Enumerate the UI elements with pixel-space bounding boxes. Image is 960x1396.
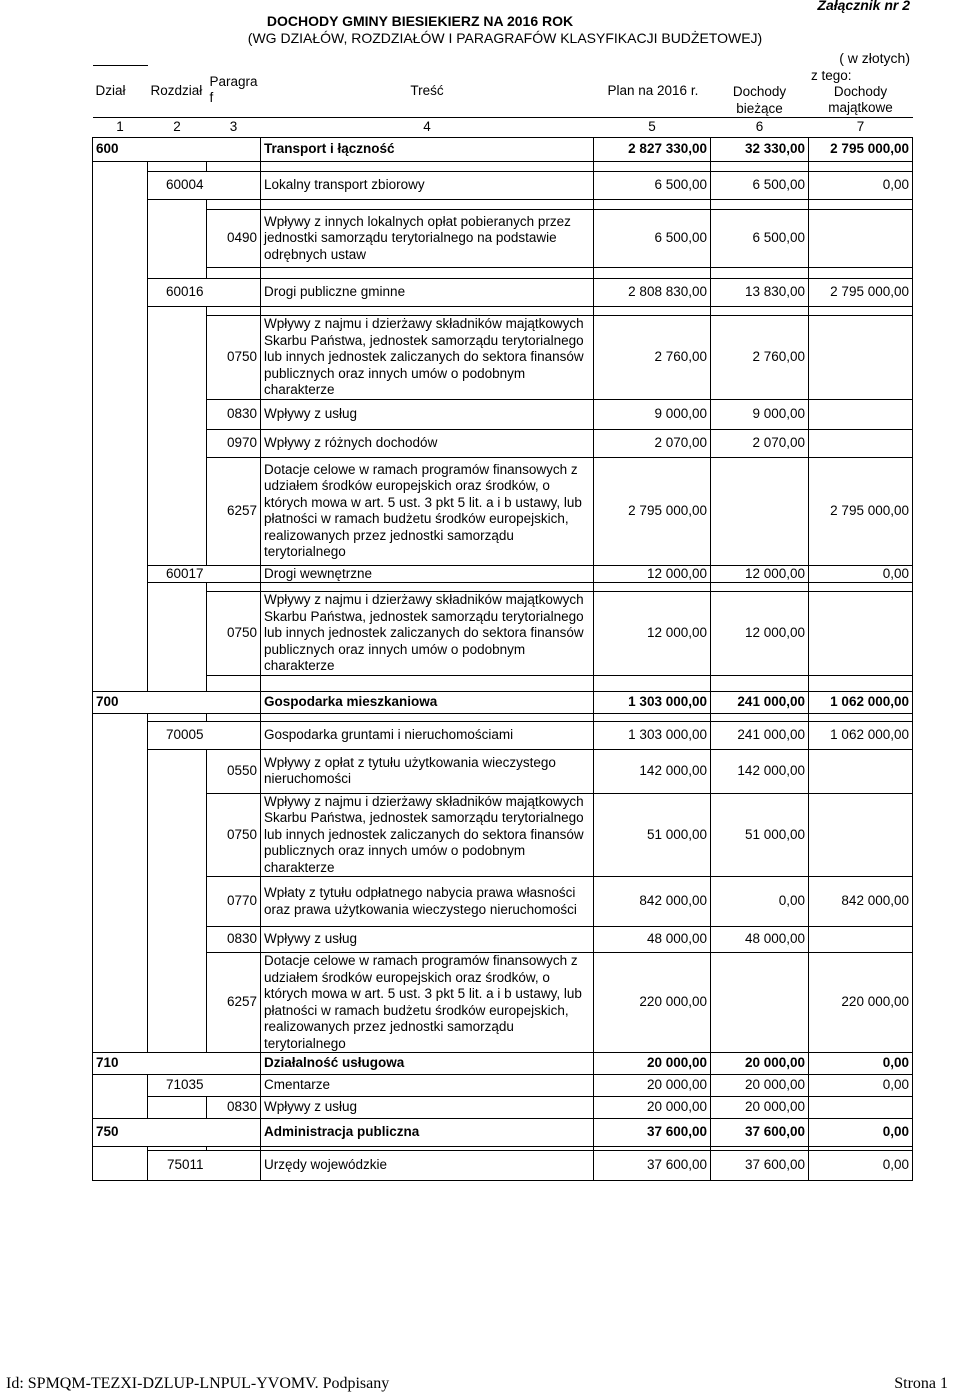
par-row <box>93 953 913 1053</box>
spacer-cell <box>711 162 809 172</box>
paragraf-cell: 0830 <box>207 927 261 953</box>
spacer-cell <box>594 200 711 210</box>
biezace-cell: 0,00 <box>711 877 809 927</box>
rozdzial-row <box>93 565 913 583</box>
spacer-row <box>93 200 913 210</box>
document-id: Id: SPMQM-TEZXI-DZLUP-LNPUL-YVOMV. Podpisany <box>6 1375 390 1392</box>
majatkowe-cell: 0,00 <box>809 1151 913 1181</box>
tresc-cell: Wpływy z usług <box>261 927 594 953</box>
rozdzial-cell <box>148 793 207 877</box>
dzial-row <box>93 691 913 713</box>
majatkowe-cell: 1 062 000,00 <box>809 721 913 749</box>
paragraf-cell <box>207 691 261 713</box>
spacer-cell <box>148 200 207 210</box>
spacer-cell <box>809 583 913 592</box>
dzial-cell <box>93 565 148 583</box>
majatkowe-cell <box>809 429 913 457</box>
dzial-cell: 600 <box>93 138 148 162</box>
biezace-cell: 12 000,00 <box>711 592 809 676</box>
spacer-row <box>93 675 913 691</box>
rozdzial-row <box>93 721 913 749</box>
biezace-cell: 48 000,00 <box>711 927 809 953</box>
paragraf-cell <box>207 138 261 162</box>
annex-label: Załącznik nr 2 <box>817 0 910 13</box>
dzial-cell <box>93 172 148 200</box>
spacer-row <box>93 307 913 316</box>
spacer-row <box>93 713 913 721</box>
rozdzial-row <box>93 1075 913 1097</box>
tresc-cell: Dotacje celowe w ramach programów finansowych z udziałem środków europejskich oraz środków, o których mowa w art. 5 ust. 3 pkt 5 lit. a i b ustawy, lub płatności w ramach budżetu środków europejskich, realizowanych przez jednostki samorządu terytorialnego <box>261 457 594 565</box>
paragraf-cell <box>207 1151 261 1181</box>
tresc-cell: Dotacje celowe w ramach programów finansowych z udziałem środków europejskich oraz środków, o których mowa w art. 5 ust. 3 pkt 5 lit. a i b ustawy, lub płatności w ramach budżetu środków europejskich, realizowanych przez jednostki samorządu terytorialnego <box>261 953 594 1053</box>
rozdzial-cell <box>148 1053 207 1075</box>
spacer-cell <box>261 307 594 316</box>
biezace-cell: 20 000,00 <box>711 1075 809 1097</box>
plan-cell: 2 808 830,00 <box>594 279 711 307</box>
paragraf-cell: 0770 <box>207 877 261 927</box>
page-number: Strona 1 <box>894 1375 948 1392</box>
tresc-cell: Drogi publiczne gminne <box>261 279 594 307</box>
majatkowe-cell: 0,00 <box>809 1075 913 1097</box>
dzial-row <box>93 1053 913 1075</box>
plan-cell: 6 500,00 <box>594 172 711 200</box>
spacer-cell <box>207 583 261 592</box>
dzial-cell <box>93 877 148 927</box>
rozdzial-cell <box>148 1119 207 1147</box>
plan-cell: 20 000,00 <box>594 1075 711 1097</box>
par-row <box>93 877 913 927</box>
tresc-cell: Wpływy z najmu i dzierżawy składników majątkowych Skarbu Państwa, jednostek samorządu terytorialnego lub innych jednostek zaliczanych do sektora finansów publicznych oraz innych umów o podobnym charakterze <box>261 793 594 877</box>
plan-cell: 37 600,00 <box>594 1119 711 1147</box>
biezace-cell: 20 000,00 <box>711 1097 809 1119</box>
tresc-cell: Wpływy z najmu i dzierżawy składników majątkowych Skarbu Państwa, jednostek samorządu terytorialnego lub innych jednostek zaliczanych do sektora finansów publicznych oraz innych umów o podobnym charakterze <box>261 316 594 400</box>
spacer-cell <box>207 162 261 172</box>
spacer-row <box>93 268 913 279</box>
majatkowe-cell: 0,00 <box>809 1119 913 1147</box>
spacer-cell <box>93 307 148 316</box>
dzial-cell <box>93 1151 148 1181</box>
dzial-cell <box>93 793 148 877</box>
paragraf-cell: 0750 <box>207 316 261 400</box>
majatkowe-cell <box>809 210 913 268</box>
dzial-cell: 700 <box>93 691 148 713</box>
majatkowe-cell <box>809 316 913 400</box>
dzial-cell <box>93 210 148 268</box>
header-row <box>93 66 913 118</box>
paragraf-cell: 0830 <box>207 399 261 429</box>
spacer-cell <box>711 583 809 592</box>
majatkowe-label: Dochody majątkowe <box>828 83 893 115</box>
plan-cell: 12 000,00 <box>594 565 711 583</box>
majatkowe-cell: 842 000,00 <box>809 877 913 927</box>
tresc-cell: Drogi wewnętrzne <box>261 565 594 583</box>
tresc-cell: Gospodarka gruntami i nieruchomościami <box>261 721 594 749</box>
paragraf-cell <box>207 279 261 307</box>
tresc-cell: Transport i łączność <box>261 138 594 162</box>
tresc-cell: Wpłaty z tytułu odpłatnego nabycia prawa własności oraz prawa użytkowania wieczystego nieruchomości <box>261 877 594 927</box>
plan-cell: 20 000,00 <box>594 1053 711 1075</box>
column-number-row <box>93 118 913 138</box>
spacer-cell <box>711 200 809 210</box>
majatkowe-cell <box>809 793 913 877</box>
spacer-cell <box>148 583 207 592</box>
spacer-cell <box>594 162 711 172</box>
spacer-cell <box>207 307 261 316</box>
unit-label: ( w złotych) <box>839 50 910 66</box>
par-row <box>93 749 913 793</box>
par-row <box>93 210 913 268</box>
paragraf-cell <box>207 721 261 749</box>
biezace-cell: 2 070,00 <box>711 429 809 457</box>
biezace-cell: 2 760,00 <box>711 316 809 400</box>
spacer-cell <box>261 200 594 210</box>
paragraf-cell <box>207 565 261 583</box>
rozdzial-cell: 60017 <box>148 565 207 583</box>
plan-cell: 6 500,00 <box>594 210 711 268</box>
plan-cell: 142 000,00 <box>594 749 711 793</box>
paragraf-cell: 0550 <box>207 749 261 793</box>
spacer-cell <box>93 675 148 691</box>
dzial-cell: 750 <box>93 1119 148 1147</box>
col-paragraf-header: Paragra f <box>209 73 258 105</box>
spacer-cell <box>261 162 594 172</box>
spacer-cell <box>261 713 594 721</box>
col-num-4: 4 <box>261 118 594 138</box>
majatkowe-cell: 1 062 000,00 <box>809 691 913 713</box>
plan-cell: 20 000,00 <box>594 1097 711 1119</box>
dzial-cell <box>93 953 148 1053</box>
dzial-cell <box>93 592 148 676</box>
spacer-cell <box>93 583 148 592</box>
majatkowe-cell: 0,00 <box>809 172 913 200</box>
rozdzial-cell <box>148 316 207 400</box>
paragraf-cell <box>207 1119 261 1147</box>
tresc-cell: Gospodarka mieszkaniowa <box>261 691 594 713</box>
paragraf-cell: 0750 <box>207 592 261 676</box>
plan-cell: 51 000,00 <box>594 793 711 877</box>
tresc-cell: Działalność usługowa <box>261 1053 594 1075</box>
spacer-cell <box>207 713 261 721</box>
tresc-cell: Administracja publiczna <box>261 1119 594 1147</box>
paragraf-cell: 0970 <box>207 429 261 457</box>
paragraf-cell: 0490 <box>207 210 261 268</box>
spacer-cell <box>711 307 809 316</box>
majatkowe-cell: 0,00 <box>809 1053 913 1075</box>
biezace-cell: 51 000,00 <box>711 793 809 877</box>
spacer-cell <box>711 713 809 721</box>
tresc-cell: Wpływy z usług <box>261 1097 594 1119</box>
biezace-cell: 6 500,00 <box>711 210 809 268</box>
col-num-6: 6 <box>711 118 809 138</box>
spacer-cell <box>594 307 711 316</box>
rozdzial-cell <box>148 953 207 1053</box>
majatkowe-cell: 0,00 <box>809 565 913 583</box>
col-rozdzial-header: Rozdział <box>150 82 203 98</box>
rozdzial-cell <box>148 1097 207 1119</box>
majatkowe-cell: 2 795 000,00 <box>809 279 913 307</box>
dzial-cell <box>93 457 148 565</box>
par-row <box>93 429 913 457</box>
col-num-2: 2 <box>148 118 207 138</box>
dzial-cell <box>93 927 148 953</box>
tresc-cell: Wpływy z opłat z tytułu użytkowania wieczystego nieruchomości <box>261 749 594 793</box>
biezace-cell: 241 000,00 <box>711 691 809 713</box>
rozdzial-cell <box>148 927 207 953</box>
spacer-cell <box>594 583 711 592</box>
tresc-cell: Wpływy z różnych dochodów <box>261 429 594 457</box>
majatkowe-cell: 2 795 000,00 <box>809 457 913 565</box>
rozdzial-cell: 75011 <box>148 1151 207 1181</box>
plan-cell: 2 070,00 <box>594 429 711 457</box>
spacer-cell <box>93 200 148 210</box>
spacer-cell <box>809 200 913 210</box>
majatkowe-cell <box>809 927 913 953</box>
rozdzial-cell: 60016 <box>148 279 207 307</box>
biezace-cell: 32 330,00 <box>711 138 809 162</box>
dzial-cell <box>93 279 148 307</box>
dzial-cell <box>93 316 148 400</box>
col-num-7: 7 <box>809 118 913 138</box>
rozdzial-row <box>93 172 913 200</box>
plan-cell: 2 795 000,00 <box>594 457 711 565</box>
paragraf-cell <box>207 1075 261 1097</box>
spacer-cell <box>594 268 711 279</box>
plan-cell: 1 303 000,00 <box>594 721 711 749</box>
par-row <box>93 457 913 565</box>
plan-cell: 2 760,00 <box>594 316 711 400</box>
rozdzial-cell: 70005 <box>148 721 207 749</box>
paragraf-cell: 6257 <box>207 457 261 565</box>
spacer-cell <box>711 675 809 691</box>
paragraf-cell <box>207 172 261 200</box>
majatkowe-cell <box>809 592 913 676</box>
paragraf-cell: 6257 <box>207 953 261 1053</box>
spacer-cell <box>93 268 148 279</box>
budget-table <box>92 65 913 1181</box>
majatkowe-cell: 220 000,00 <box>809 953 913 1053</box>
col-num-5: 5 <box>594 118 711 138</box>
spacer-cell <box>93 162 148 172</box>
spacer-cell <box>148 675 207 691</box>
spacer-cell <box>809 307 913 316</box>
par-row <box>93 399 913 429</box>
rozdzial-cell <box>148 429 207 457</box>
spacer-cell <box>261 675 594 691</box>
spacer-cell <box>594 675 711 691</box>
biezace-cell: 241 000,00 <box>711 721 809 749</box>
col-num-1: 1 <box>93 118 148 138</box>
biezace-cell: 6 500,00 <box>711 172 809 200</box>
biezace-cell: 20 000,00 <box>711 1053 809 1075</box>
spacer-cell <box>809 675 913 691</box>
dzial-cell <box>93 1075 148 1097</box>
rozdzial-cell <box>148 399 207 429</box>
dzial-row <box>93 1119 913 1147</box>
spacer-cell <box>207 200 261 210</box>
spacer-cell <box>148 162 207 172</box>
dzial-cell <box>93 721 148 749</box>
par-row <box>93 1097 913 1119</box>
tresc-cell: Wpływy z najmu i dzierżawy składników majątkowych Skarbu Państwa, jednostek samorządu terytorialnego lub innych jednostek zaliczanych do sektora finansów publicznych oraz innych umów o podobnym charakterze <box>261 592 594 676</box>
dzial-row <box>93 138 913 162</box>
spacer-cell <box>711 268 809 279</box>
rozdzial-cell <box>148 210 207 268</box>
tresc-cell: Urzędy wojewódzkie <box>261 1151 594 1181</box>
rozdzial-cell <box>148 877 207 927</box>
spacer-cell <box>809 268 913 279</box>
spacer-cell <box>809 713 913 721</box>
par-row <box>93 316 913 400</box>
spacer-cell <box>93 713 148 721</box>
par-row <box>93 592 913 676</box>
plan-cell: 37 600,00 <box>594 1151 711 1181</box>
biezace-cell: 9 000,00 <box>711 399 809 429</box>
spacer-cell <box>809 162 913 172</box>
spacer-row <box>93 583 913 592</box>
col-plan-header: Plan na 2016 r. <box>607 82 699 98</box>
col-num-3: 3 <box>207 118 261 138</box>
plan-cell: 220 000,00 <box>594 953 711 1053</box>
rozdzial-cell <box>148 749 207 793</box>
biezace-cell <box>711 953 809 1053</box>
rozdzial-cell <box>148 457 207 565</box>
plan-cell: 48 000,00 <box>594 927 711 953</box>
biezace-cell: 37 600,00 <box>711 1119 809 1147</box>
spacer-row <box>93 162 913 172</box>
spacer-cell <box>261 583 594 592</box>
plan-cell: 12 000,00 <box>594 592 711 676</box>
z-tego-label: z tego: <box>810 67 852 83</box>
spacer-cell <box>207 675 261 691</box>
rozdzial-cell <box>148 592 207 676</box>
par-row <box>93 793 913 877</box>
dzial-cell <box>93 1097 148 1119</box>
spacer-cell <box>148 713 207 721</box>
majatkowe-cell <box>809 749 913 793</box>
dzial-cell <box>93 429 148 457</box>
plan-cell: 842 000,00 <box>594 877 711 927</box>
majatkowe-cell: 2 795 000,00 <box>809 138 913 162</box>
majatkowe-cell <box>809 399 913 429</box>
biezace-cell <box>711 457 809 565</box>
col-tresc-header: Treść <box>410 82 444 98</box>
spacer-cell <box>207 268 261 279</box>
spacer-cell <box>148 307 207 316</box>
tresc-cell: Cmentarze <box>261 1075 594 1097</box>
paragraf-cell: 0830 <box>207 1097 261 1119</box>
majatkowe-cell <box>809 1097 913 1119</box>
spacer-cell <box>148 268 207 279</box>
rozdzial-row <box>93 279 913 307</box>
biezace-cell: 13 830,00 <box>711 279 809 307</box>
paragraf-cell: 0750 <box>207 793 261 877</box>
dzial-cell <box>93 749 148 793</box>
rozdzial-cell: 71035 <box>148 1075 207 1097</box>
biezace-cell: 12 000,00 <box>711 565 809 583</box>
tresc-cell: Lokalny transport zbiorowy <box>261 172 594 200</box>
biezace-cell: 142 000,00 <box>711 749 809 793</box>
biezace-label: Dochody bieżące <box>732 84 787 116</box>
document-title: DOCHODY GMINY BIESIEKIERZ NA 2016 ROK <box>266 13 574 29</box>
dzial-cell <box>93 399 148 429</box>
rozdzial-cell <box>148 691 207 713</box>
tresc-cell: Wpływy z usług <box>261 399 594 429</box>
paragraf-cell <box>207 1053 261 1075</box>
dzial-cell: 710 <box>93 1053 148 1075</box>
par-row <box>93 927 913 953</box>
rozdzial-cell: 60004 <box>148 172 207 200</box>
plan-cell: 2 827 330,00 <box>594 138 711 162</box>
rozdzial-row <box>93 1151 913 1181</box>
col-dzial-header: Dział <box>93 66 148 118</box>
spacer-cell <box>594 713 711 721</box>
document-subtitle: (WG DZIAŁÓW, ROZDZIAŁÓW I PARAGRAFÓW KLASYFIKACJI BUDŻETOWEJ) <box>247 30 763 46</box>
plan-cell: 9 000,00 <box>594 399 711 429</box>
col-biezace-header <box>711 66 852 118</box>
tresc-cell: Wpływy z innych lokalnych opłat pobieranych przez jednostki samorządu terytorialnego na podstawie odrębnych ustaw <box>261 210 594 268</box>
plan-cell: 1 303 000,00 <box>594 691 711 713</box>
spacer-cell <box>261 268 594 279</box>
rozdzial-cell <box>148 138 207 162</box>
biezace-cell: 37 600,00 <box>711 1151 809 1181</box>
